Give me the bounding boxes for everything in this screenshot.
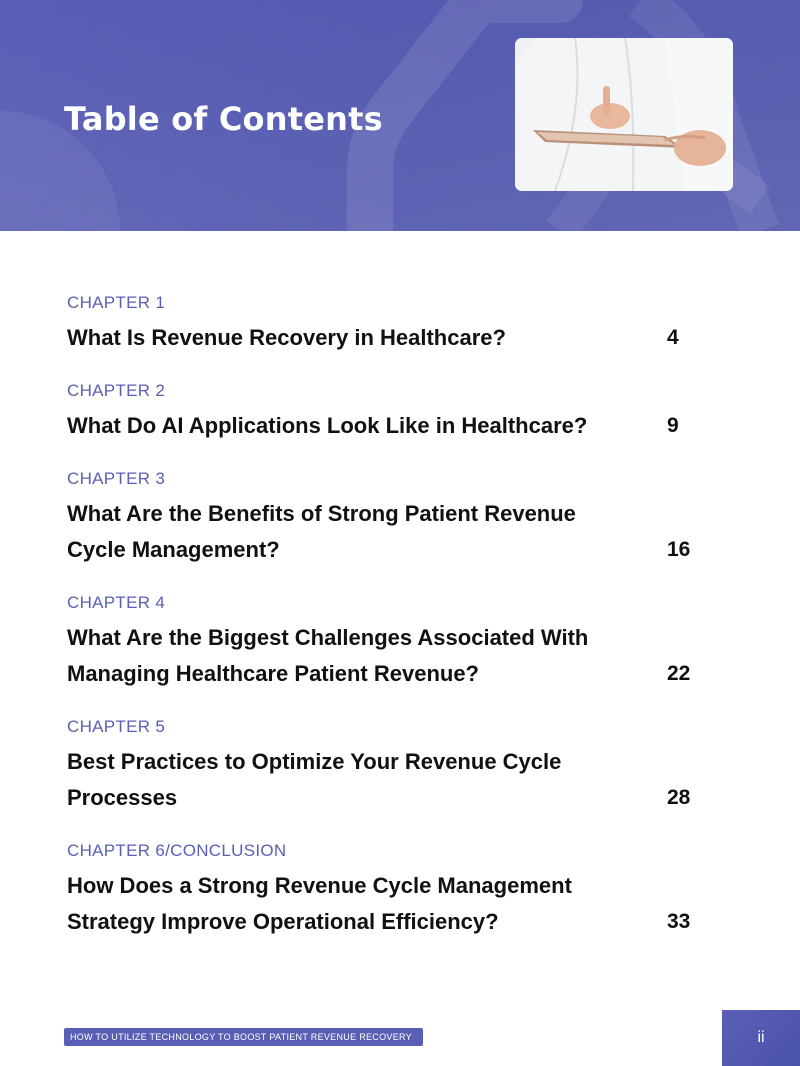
chapter-label: CHAPTER 6/CONCLUSION bbox=[67, 841, 287, 860]
chapter-title[interactable]: What Are the Benefits of Strong Patient Revenue Cycle Management? bbox=[67, 501, 576, 562]
footer-document-title: HOW TO UTILIZE TECHNOLOGY TO BOOST PATIENT REVENUE RECOVERY bbox=[64, 1028, 423, 1046]
chapter-title[interactable]: What Are the Biggest Challenges Associated With Managing Healthcare Patient Revenue? bbox=[67, 625, 589, 686]
page-number: 9 bbox=[667, 414, 679, 437]
chapter-title[interactable]: What Is Revenue Recovery in Healthcare? bbox=[67, 325, 506, 350]
chapter-title[interactable]: How Does a Strong Revenue Cycle Management Strategy Improve Operational Efficiency? bbox=[67, 873, 572, 934]
chapter-label: CHAPTER 2 bbox=[67, 381, 166, 400]
chapter-label: CHAPTER 4 bbox=[67, 593, 166, 612]
page-number: 4 bbox=[667, 326, 679, 349]
chapter-label: CHAPTER 1 bbox=[67, 293, 166, 312]
toc-entry[interactable] bbox=[67, 838, 747, 940]
chapter-title[interactable]: Best Practices to Optimize Your Revenue Cycle Processes bbox=[67, 749, 562, 810]
page-number: 16 bbox=[667, 538, 691, 561]
chapter-title[interactable]: What Do AI Applications Look Like in Healthcare? bbox=[67, 413, 588, 438]
page-number: 22 bbox=[667, 662, 691, 685]
toc-entry[interactable] bbox=[67, 290, 747, 356]
toc-entry[interactable] bbox=[67, 590, 747, 692]
doctor-tablet-photo bbox=[515, 38, 733, 191]
page-number: 33 bbox=[667, 910, 691, 933]
toc-entry[interactable] bbox=[67, 714, 747, 816]
chapter-label: CHAPTER 3 bbox=[67, 469, 166, 488]
chapter-label: CHAPTER 5 bbox=[67, 717, 166, 736]
footer-page-number: ii bbox=[722, 1010, 800, 1066]
table-of-contents bbox=[67, 290, 747, 962]
page-number: 28 bbox=[667, 786, 691, 809]
toc-entry[interactable] bbox=[67, 378, 747, 444]
header-banner bbox=[0, 0, 800, 231]
toc-entry[interactable] bbox=[67, 466, 747, 568]
page-title: Table of Contents bbox=[64, 100, 383, 138]
